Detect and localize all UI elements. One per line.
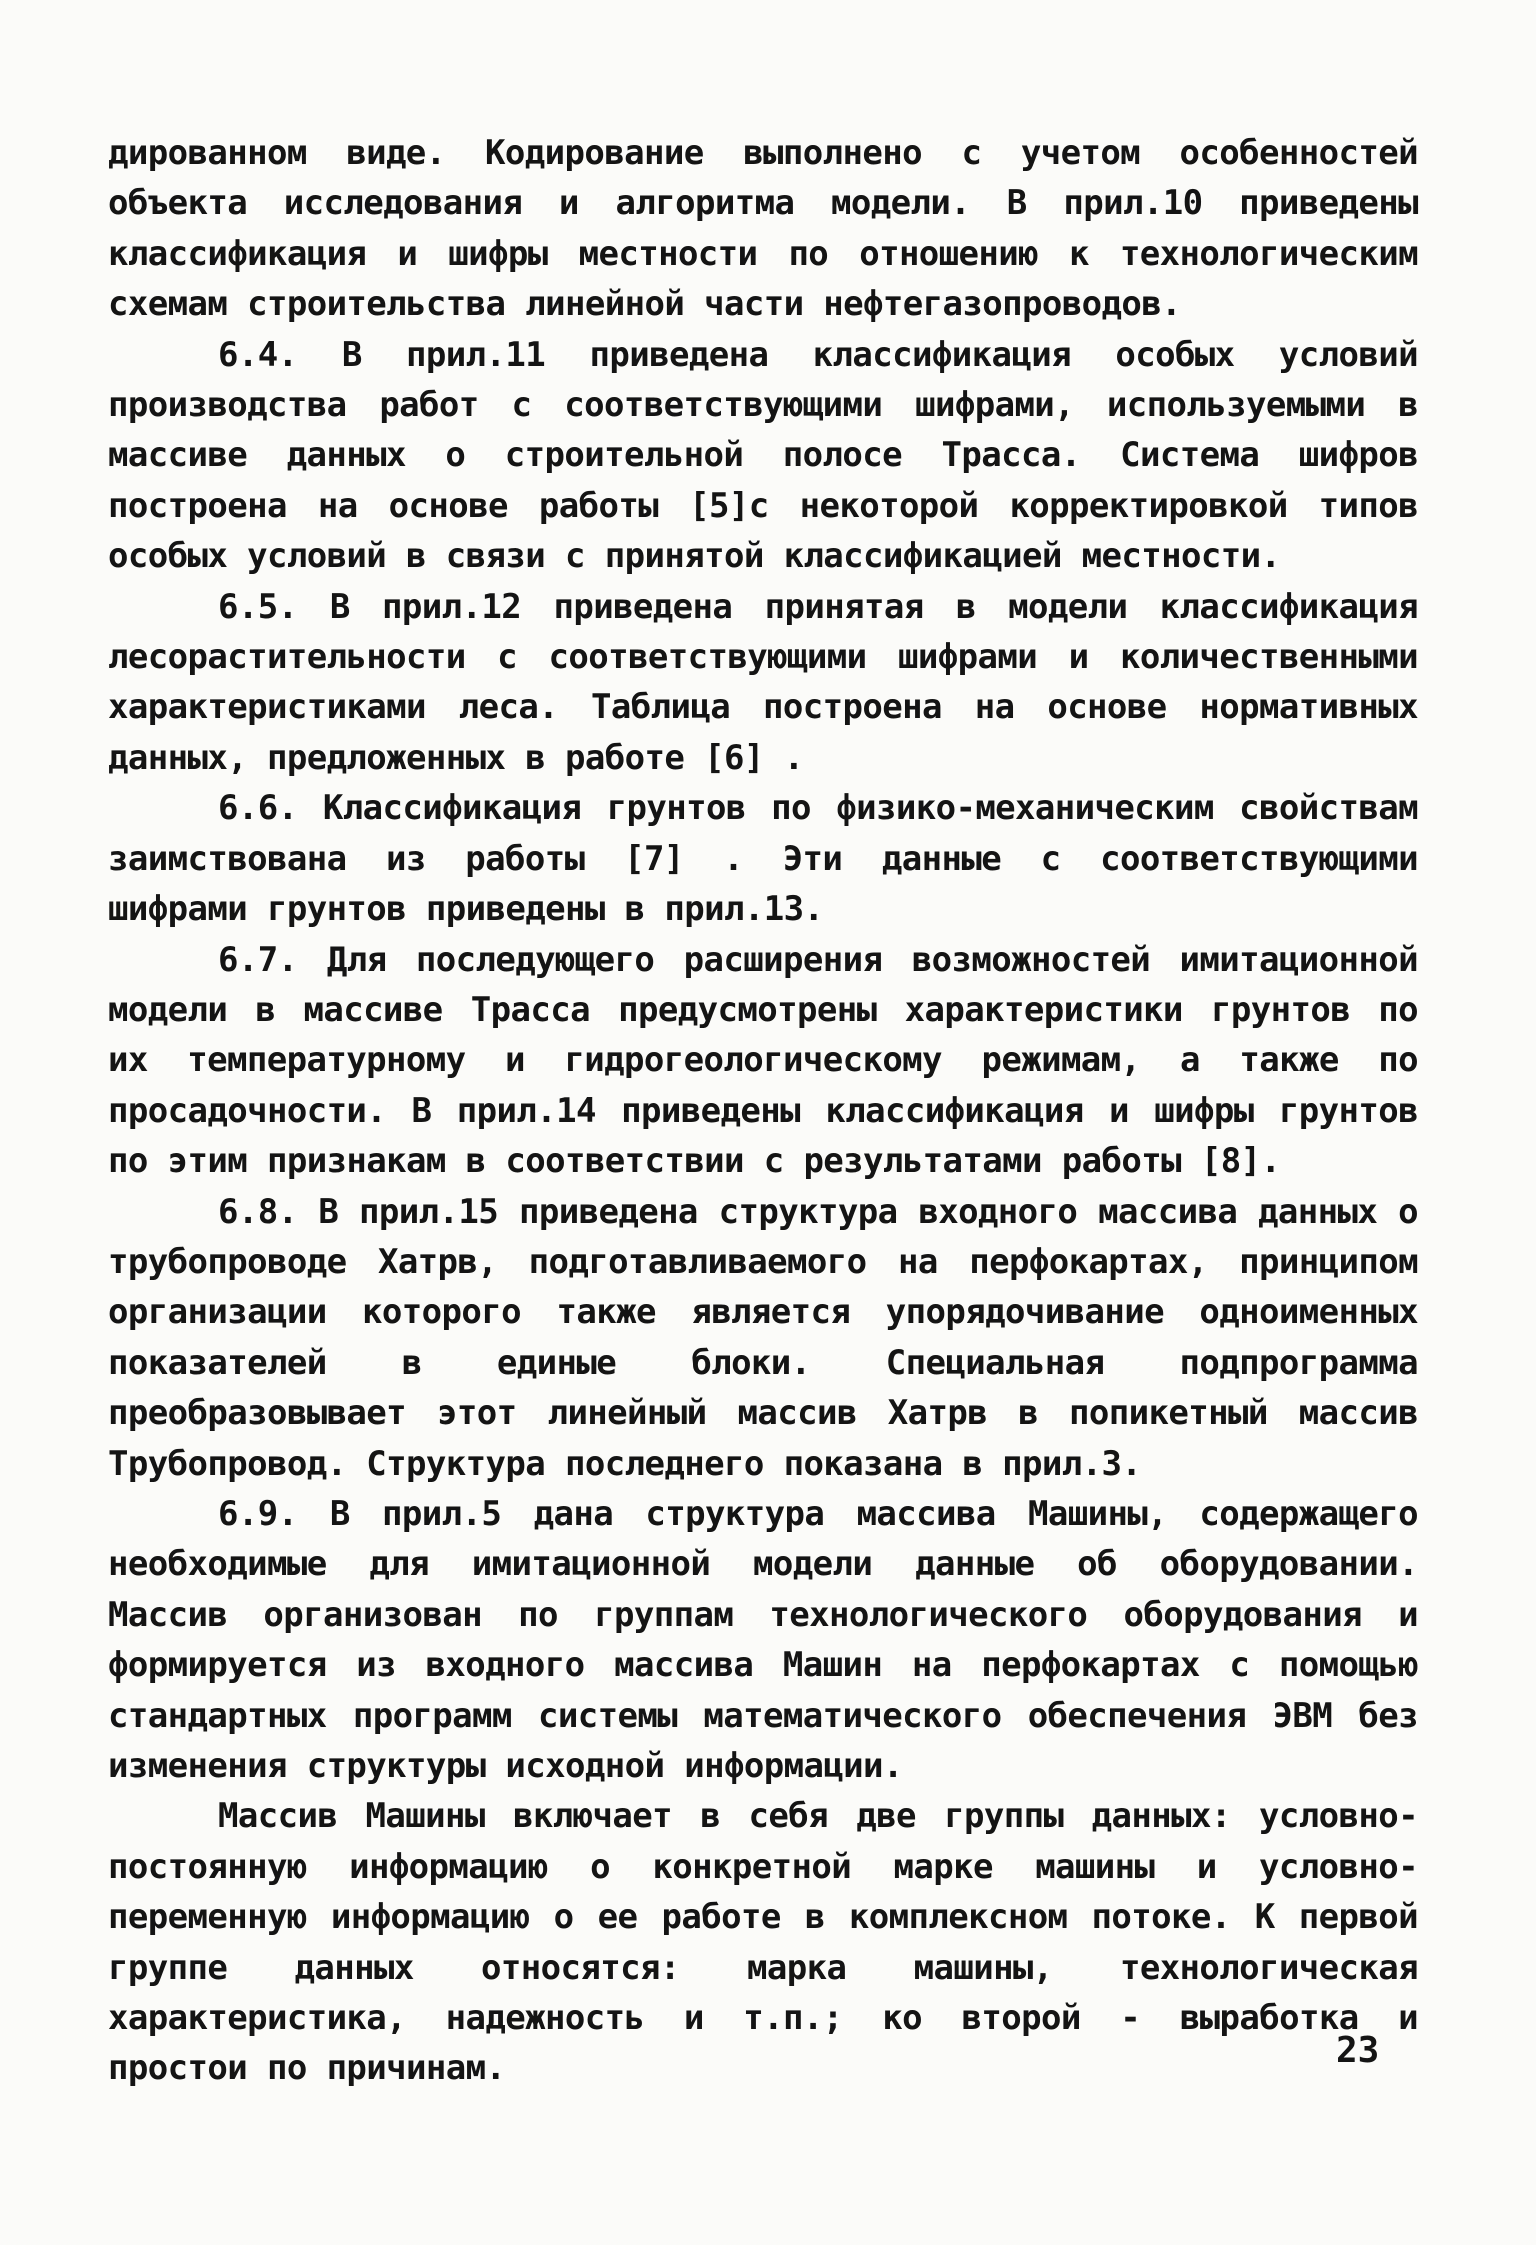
paragraph-6-4: 6.4. В прил.11 приведена классификация особых условий производства работ с соответствующими шифрами, используемыми в массиве данных о строительной полосе Трасса. Система шифров построена на основе работы [5]с некоторой корректировкой типов особых условий в связи с принятой классификацией местности.	[108, 334, 1418, 577]
paragraph-continuation: дированном виде. Кодирование выполнено с учетом особенностей объекта исследования и алгоритма модели. В прил.10 приведены классификация и шифры местности по отношению к технологическим схемам строительства линейной части нефтегазопроводов.	[108, 133, 1418, 325]
paragraph-6-9: 6.9. В прил.5 дана структура массива Машины, содержащего необходимые для имитационной модели данные об оборудовании. Массив организован по группам технологического оборудования и формируется из входного массива Машин на перфокартах с помощью стандартных программ системы математического обеспечения ЭВМ без изменения структуры исходной информации.	[108, 1493, 1418, 1786]
page-number: 23	[1336, 2030, 1380, 2071]
body-text	[108, 128, 1418, 2094]
paragraph-6-5: 6.5. В прил.12 приведена принятая в модели классификация лесорастительности с соответствующими шифрами и количественными характеристиками леса. Таблица построена на основе нормативных данных, предложенных в работе [6] .	[108, 586, 1418, 778]
paragraph-6-7: 6.7. Для последующего расширения возможностей имитационной модели в массиве Трасса предусмотрены характеристики грунтов по их температурному и гидрогеологическому режимам, а также по просадочности. В прил.14 приведены классификация и шифры грунтов по этим признакам в соответствии с результатами работы [8].	[108, 939, 1418, 1182]
paragraph-6-8: 6.8. В прил.15 приведена структура входного массива данных о трубопроводе Хатрв, подготавливаемого на перфокартах, принципом организации которого также является упорядочивание одноименных показателей в единые блоки. Специальная подпрограмма преобразовывает этот линейный массив Хатрв в попикетный массив Трубопровод. Структура последнего показана в прил.3.	[108, 1191, 1418, 1484]
paragraph-machines-array: Массив Машины включает в себя две группы данных: условно-постоянную информацию о конкретной марке машины и условно-переменную информацию о ее работе в комплексном потоке. К первой группе данных относятся: марка машины, технологическая характеристика, надежность и т.п.; ко второй - выработка и простои по причинам.	[108, 1796, 1418, 2089]
paragraph-6-6: 6.6. Классификация грунтов по физико-механическим свойствам заимствована из работы [7] . Эти данные с соответствующими шифрами грунтов приведены в прил.13.	[108, 788, 1418, 930]
